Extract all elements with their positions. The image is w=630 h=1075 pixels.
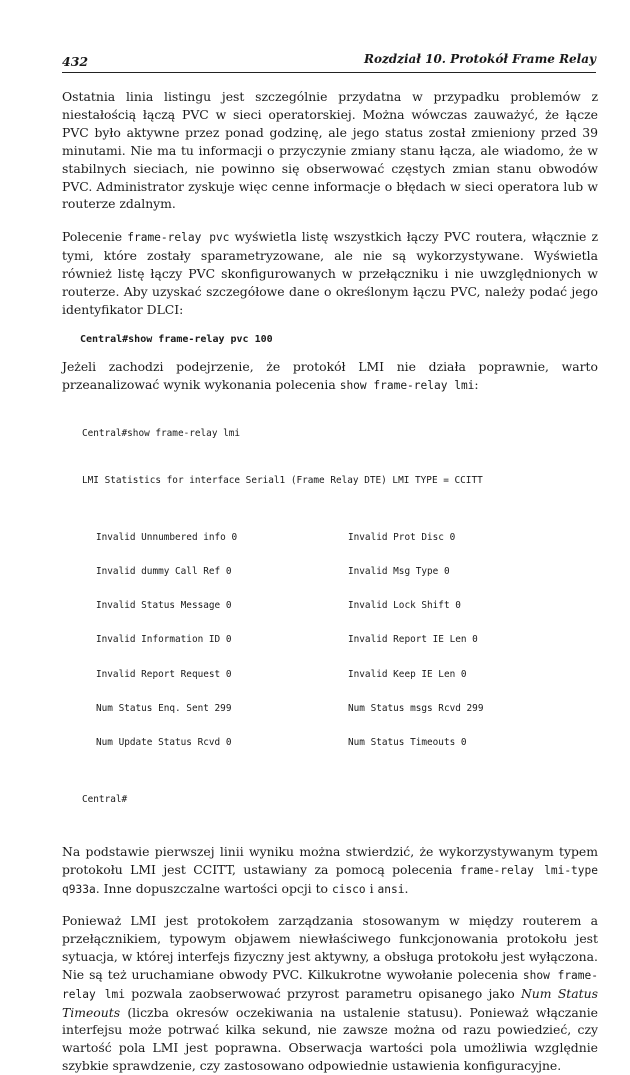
listing-line: Invalid Information ID 0 — [96, 634, 232, 646]
listing-line: Num Status Enq. Sent 299 — [96, 702, 232, 714]
text-span: . — [404, 881, 409, 897]
text-span: : — [474, 376, 479, 392]
text-span: Na podstawie pierwszej linii wyniku można stwierdzić, że wykorzystywanym typem protokołu LMI jest CCITT, ustawiany za pomocą polecenia — [62, 844, 598, 878]
listing-right-column — [348, 509, 483, 771]
inline-code: cisco — [331, 883, 366, 897]
listing-line: Invalid Keep IE Len 0 — [348, 668, 467, 680]
paragraph-lmi-intro — [62, 358, 598, 395]
listing-line: Num Status Timeouts 0 — [348, 737, 467, 749]
text-span: pozwala zaobserwować przyrost parametru opisanego jako — [124, 985, 521, 1001]
text-span: Polecenie — [62, 229, 128, 245]
inline-code: frame-relay pvc — [127, 231, 230, 245]
command-example: Central#show frame-relay pvc 100 — [80, 333, 273, 345]
lmi-listing — [82, 405, 598, 829]
listing-prompt: Central# — [82, 794, 128, 806]
listing-command: Central#show frame-relay lmi — [82, 427, 241, 439]
paragraph-lmi-diagnosis — [62, 912, 598, 1075]
listing-line: Num Update Status Rcvd 0 — [96, 737, 232, 749]
listing-line: Invalid dummy Call Ref 0 — [96, 565, 232, 577]
listing-stats-header: LMI Statistics for interface Serial1 (Frame Relay DTE) LMI TYPE = CCITT — [82, 474, 483, 486]
inline-code: frame-relay lmi-type q933a — [62, 864, 598, 897]
listing-line: Invalid Lock Shift 0 — [348, 600, 461, 612]
text-span: Jeżeli zachodzi podejrzenie, że protokół LMI nie działa poprawnie, warto przeanalizować wynik wykonania polecenia — [62, 358, 598, 392]
text-span: Ponieważ LMI jest protokołem zarządzania stosowanym w między routerem a przełącznikiem, typowym objawem niewłaściwego funkcjonowania protokołu jest sytuacja, w której interfejs fizyczny jest aktywny, a obsługa protokołu jest wyłączona. Nie są też uruchamiane obwody PVC. Kilkukrotne wywołanie polecenia — [62, 913, 598, 982]
italic-term: Num Status Timeouts — [62, 985, 598, 1020]
listing-line: Invalid Report IE Len 0 — [348, 634, 478, 646]
page-header — [62, 52, 596, 73]
listing-line: Invalid Status Message 0 — [96, 600, 232, 612]
paragraph-lmi-type — [62, 843, 598, 899]
listing-left-column — [82, 509, 348, 771]
listing-line: Num Status msgs Rcvd 299 — [348, 702, 484, 714]
page-number: 432 — [62, 54, 89, 69]
listing-stats-grid — [82, 509, 598, 771]
inline-code: show frame-relay lmi — [62, 968, 598, 1001]
inline-code: show frame-relay lmi — [339, 378, 475, 392]
paragraph-frame-relay-pvc — [62, 228, 598, 319]
listing-line: Invalid Unnumbered info 0 — [96, 531, 238, 543]
text-span: . Inne dopuszczalne wartości opcji to — [95, 881, 332, 897]
text-span: (liczba okresów oczekiwania na ustalenie statusu). Ponieważ włączanie interfejsu może potrwać kilka sekund, nie zawsze można od razu powiedzieć, czy wartość pola LMI jest poprawna. Obserwacja wartości pola umożliwia względnie szybkie sprawdzenie, czy zastosowano odpowiednie ustawienia konfiguracyjne. — [62, 1004, 598, 1074]
inline-code: ansi — [377, 883, 405, 897]
page-body — [62, 88, 598, 1075]
listing-line: Invalid Prot Disc 0 — [348, 531, 456, 543]
paragraph-pvc-status: Ostatnia linia listingu jest szczególnie przydatna w przypadku problemów z niestałością łączą PVC w sieci operatorskiej. Można wówczas zauważyć, że łącze PVC było aktywne przez ponad godzinę, ale jego status został zmieniony przed 39 minutami. Nie ma tu informacji o przyczynie zmiany stanu łącza, ale wiadomo, że w stabilnych sieciach, nie powinno się obserwować częstych zmian stanu obwodów PVC. Administrator zyskuje więc cenne informacje o błędach w sieci operatora lub w routerze zdalnym. — [62, 89, 598, 212]
chapter-title: Rozdział 10. Protokół Frame Relay — [363, 52, 596, 66]
listing-line: Invalid Report Request 0 — [96, 668, 232, 680]
text-span: wyświetla listę wszystkich łączy PVC routera, włącznie z tymi, które zostały sparametryzowane, ale nie są wykorzystywane. Wyświetla również listę łączy PVC skonfigurowanych w przełączniku i nie uwzględnionych w routerze. Aby uzyskać szczegółowe dane o określonym łączu PVC, należy podać jego identyfikator DLCI: — [62, 229, 598, 317]
text-span: i — [365, 881, 378, 897]
listing-line: Invalid Msg Type 0 — [348, 565, 450, 577]
